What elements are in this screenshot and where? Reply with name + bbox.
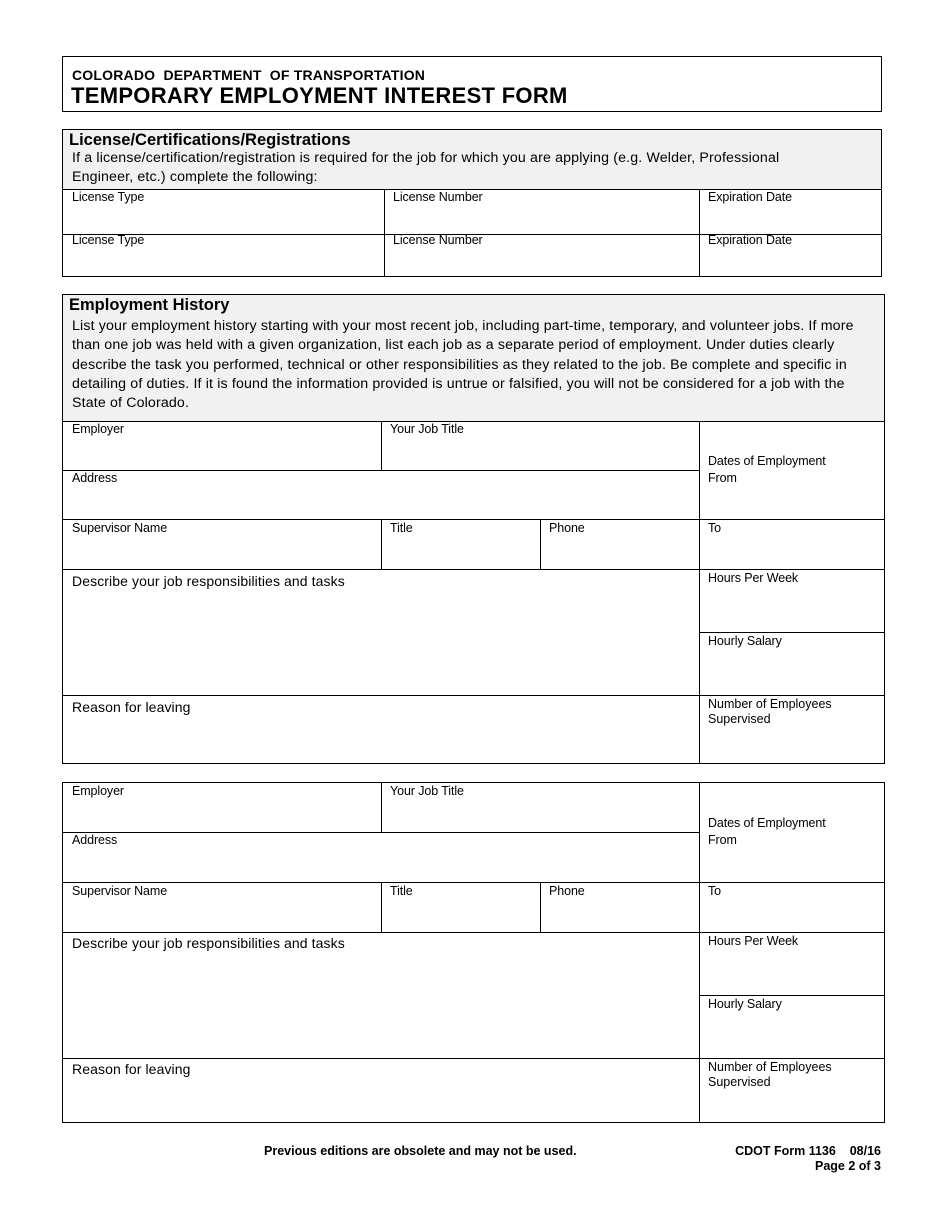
- hours-per-week-field[interactable]: Hours Per Week: [708, 934, 799, 948]
- supervisor-title-field[interactable]: Title: [390, 884, 413, 898]
- reason-for-leaving-field[interactable]: Reason for leaving: [72, 699, 191, 715]
- footer-note: Previous editions are obsolete and may not be used.: [264, 1144, 577, 1158]
- employment-section-title: Employment History: [69, 296, 230, 314]
- address-field[interactable]: Address: [72, 471, 118, 485]
- hourly-salary-field[interactable]: Hourly Salary: [708, 997, 782, 1011]
- employment-instructions: List your employment history starting with your most recent job, including part-time, temporary, and volunteer jobs. If more than one job was held with a given organization, list each job as a separate period of employment. Under duties clearly describe the task you performed, technical or other responsibilities as they related to the job. Be complete and specific in detailing of duties. If it is found the information provided is untrue or falsified, you will not be considered for a job with the State of Colorado.: [72, 318, 854, 412]
- agency-name: COLORADO DEPARTMENT OF TRANSPORTATION: [72, 67, 426, 83]
- to-date-field[interactable]: To: [708, 521, 722, 535]
- expiration-date-field[interactable]: Expiration Date: [708, 233, 792, 247]
- form-id: CDOT Form 1136 08/16: [735, 1144, 881, 1158]
- license-section: [62, 129, 882, 277]
- license-type-field[interactable]: License Type: [72, 190, 145, 204]
- employment-section-header: [63, 295, 884, 422]
- employees-supervised-field[interactable]: Number of Employees Supervised: [708, 697, 832, 726]
- supervisor-name-field[interactable]: Supervisor Name: [72, 521, 168, 535]
- supervisor-title-field[interactable]: Title: [390, 521, 413, 535]
- phone-field[interactable]: Phone: [549, 521, 585, 535]
- employment-section: [62, 294, 885, 764]
- footer-form-info: [735, 1144, 881, 1174]
- job-duties-field[interactable]: Describe your job responsibilities and tasks: [72, 573, 345, 589]
- address-field[interactable]: Address: [72, 833, 118, 847]
- job-title-field[interactable]: Your Job Title: [390, 422, 464, 436]
- to-date-field[interactable]: To: [708, 884, 722, 898]
- form-title: TEMPORARY EMPLOYMENT INTEREST FORM: [71, 83, 568, 108]
- from-date-field[interactable]: From: [708, 471, 737, 485]
- license-section-title: License/Certifications/Registrations: [69, 131, 351, 149]
- license-number-field[interactable]: License Number: [393, 233, 483, 247]
- dates-of-employment-label: Dates of Employment: [708, 816, 826, 830]
- job-entry: [62, 782, 885, 1123]
- job-duties-field[interactable]: Describe your job responsibilities and tasks: [72, 935, 345, 951]
- employees-supervised-field[interactable]: Number of Employees Supervised: [708, 1060, 832, 1089]
- form-header: [62, 56, 882, 112]
- supervisor-name-field[interactable]: Supervisor Name: [72, 884, 168, 898]
- license-type-field[interactable]: License Type: [72, 233, 145, 247]
- license-instructions: If a license/certification/registration is required for the job for which you are applying (e.g. Welder, Professional Engineer, etc.) complete the following:: [72, 150, 780, 186]
- hourly-salary-field[interactable]: Hourly Salary: [708, 634, 782, 648]
- license-section-header: [63, 130, 881, 190]
- expiration-date-field[interactable]: Expiration Date: [708, 190, 792, 204]
- license-number-field[interactable]: License Number: [393, 190, 483, 204]
- reason-for-leaving-field[interactable]: Reason for leaving: [72, 1061, 191, 1077]
- phone-field[interactable]: Phone: [549, 884, 585, 898]
- page-number: Page 2 of 3: [815, 1159, 881, 1173]
- from-date-field[interactable]: From: [708, 833, 737, 847]
- hours-per-week-field[interactable]: Hours Per Week: [708, 571, 799, 585]
- dates-of-employment-label: Dates of Employment: [708, 454, 826, 468]
- employer-field[interactable]: Employer: [72, 784, 124, 798]
- employer-field[interactable]: Employer: [72, 422, 124, 436]
- job-title-field[interactable]: Your Job Title: [390, 784, 464, 798]
